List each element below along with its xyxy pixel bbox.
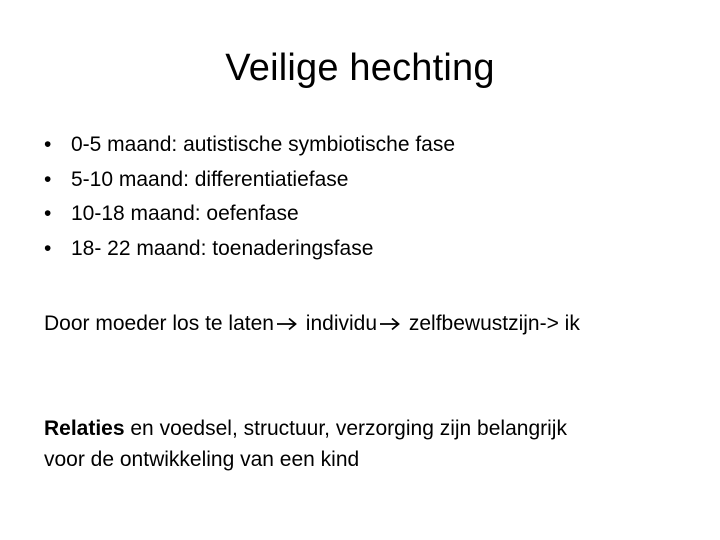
paragraph-line: voor de ontwikkeling van een kind <box>44 448 360 471</box>
bullet-text: 10-18 maand: oefenfase <box>71 202 299 225</box>
paragraph-text: en voedsel, structuur, verzorging zijn belangrijk <box>124 417 567 440</box>
paragraph-text: zelfbewustzijn-> ik <box>403 312 580 335</box>
bullet-icon: • <box>44 236 52 260</box>
right-arrow-icon <box>379 317 401 331</box>
bold-keyword: Relaties <box>44 417 125 440</box>
bullet-text: 0-5 maand: autistische symbiotische fase <box>71 133 456 156</box>
paragraph-text: Door moeder los te laten <box>44 312 274 335</box>
separation-paragraph <box>44 308 580 339</box>
bullet-text: 5-10 maand: differentiatiefase <box>71 167 349 191</box>
bullet-icon: • <box>44 167 52 191</box>
slide-title: Veilige hechting <box>225 47 495 89</box>
bullet-list <box>44 128 455 266</box>
list-item <box>44 232 455 267</box>
paragraph-line <box>44 413 567 444</box>
list-item <box>44 197 455 232</box>
paragraph-text: individu <box>299 312 378 335</box>
bullet-text: 18- 22 maand: toenaderingsfase <box>71 236 374 260</box>
bullet-icon: • <box>44 202 52 225</box>
right-arrow-icon <box>276 317 298 331</box>
list-item <box>44 128 455 163</box>
relations-paragraph <box>44 413 567 475</box>
list-item <box>44 163 455 198</box>
bullet-icon: • <box>44 133 52 156</box>
